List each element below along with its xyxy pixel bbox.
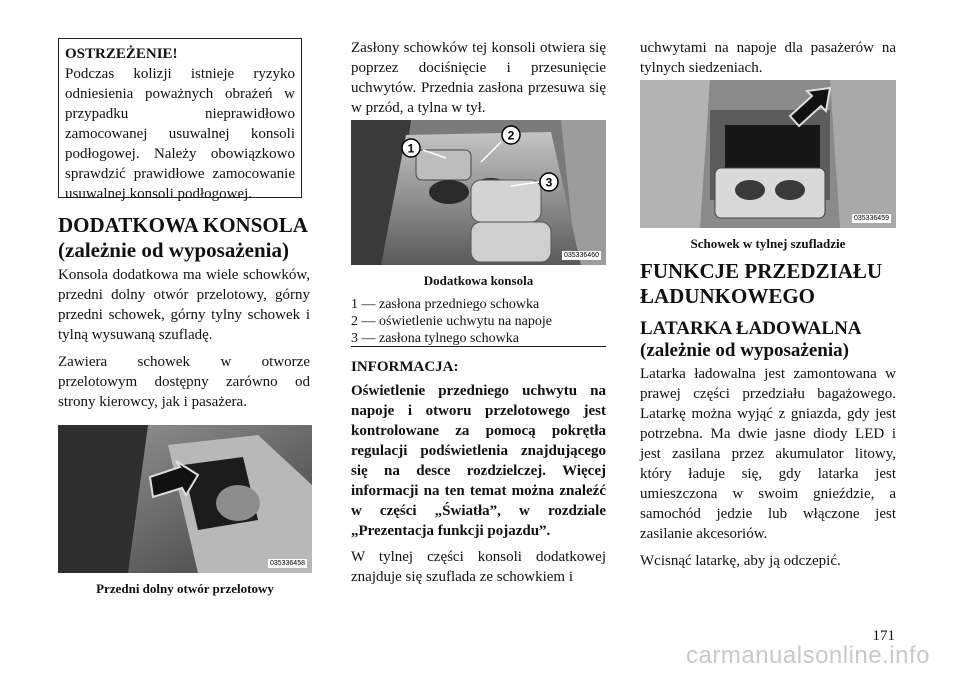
image-code: 035336460 — [563, 252, 599, 259]
svg-text:3: 3 — [545, 175, 553, 190]
paragraph: Zasłony schowków tej konsoli otwiera się poprzez dociśnięcie i przesunięcie uchwytów. Przednia zasłona przesuwa się w przód, a tylna w tył. — [351, 40, 606, 116]
paragraph: Latarka ładowalna jest zamontowana w prawej części przedziału bagażowego. Latarkę można wyjąć z gniazda, gdy jest potrzebna. Ma dwie jasne diody LED i jest zasilana przez akumulator litowy, który ładuje się, gdy latarka jest umieszczona w swoim gnieździe, a samochód jedzie lub włączone jest zasilanie akcesoriów. — [640, 366, 896, 542]
warning-title: OSTRZEŻENIE! — [65, 46, 178, 62]
column-2-intro — [351, 38, 606, 118]
callout-1 — [402, 139, 420, 157]
watermark: carmanualsonline.info — [686, 642, 930, 669]
legend-item: 2 — oświetlenie uchwytu na napoje — [351, 314, 553, 329]
paragraph: Zawiera schowek w otworze przelotowym dostępny zarówno od strony kierowcy, jak i pasażera. — [58, 354, 310, 410]
paragraph: uchwytami na napoje dla pasażerów na tylnych siedzeniach. — [640, 40, 896, 76]
subsection-heading: LATARKA ŁADOWALNA — [640, 318, 862, 339]
subsection-subheading: (zależnie od wyposażenia) — [640, 340, 849, 361]
callout-2 — [502, 126, 520, 144]
figure-caption: Dodatkowa konsola — [423, 273, 534, 288]
section-heading: DODATKOWA KONSOLA — [58, 213, 308, 237]
warning-box — [58, 38, 302, 202]
column-3-intro — [640, 38, 896, 78]
drawer-photo-illustration — [640, 80, 896, 228]
legend-item: 1 — zasłona przedniego schowka — [351, 297, 540, 312]
svg-text:2: 2 — [507, 128, 515, 143]
legend-item: 3 — zasłona tylnego schowka — [351, 331, 519, 346]
section-subheading: (zależnie od wyposażenia) — [58, 238, 289, 262]
photo-rear-drawer — [640, 80, 896, 228]
section-dodatkowa-konsola — [58, 213, 310, 412]
info-text: Oświetlenie przedniego uchwytu na napoje i otworu przelotowego jest kontrolowane za pomocą pokrętła regulacji podświetlenia znajdującego się na desce rozdzielczej. Więcej informacji na ten temat można znaleźć w części „Światła”, w rozdziale „Prezentacja funkcji pojazdu”. — [351, 383, 606, 539]
section-heading: FUNKCJE PRZEDZIAŁU ŁADUNKOWEGO — [640, 259, 883, 308]
info-note — [351, 357, 606, 587]
photo-console — [351, 120, 606, 265]
image-code: 035336458 — [269, 560, 305, 567]
divider — [351, 346, 606, 347]
paragraph: Konsola dodatkowa ma wiele schowków, przedni dolny otwór przelotowy, górny przedni schowek, górny tylny schowek i tylną wysuwaną szufladę. — [58, 267, 310, 343]
figure-caption: Schowek w tylnej szufladzie — [690, 236, 846, 251]
section-cargo — [640, 259, 896, 571]
console-photo-illustration — [351, 120, 606, 265]
callout-3 — [540, 173, 558, 191]
photo-front-pass-through — [58, 425, 312, 573]
figure-caption: Przedni dolny otwór przelotowy — [96, 581, 274, 596]
svg-text:1: 1 — [407, 141, 415, 156]
warning-text: Podczas kolizji istnieje ryzyko odniesienia poważnych obrażeń w przypadku nieprawidłowo zamocowanej usuwalnej konsoli podłogowej. Należy obowiązkowo sprawdzić prawidłowe zamocowanie usuwalnej konsoli podłogowej. — [65, 66, 295, 202]
info-title: INFORMACJA: — [351, 359, 459, 375]
paragraph: Wcisnąć latarkę, aby ją odczepić. — [640, 553, 841, 569]
console-photo-illustration — [58, 425, 312, 573]
page-number: 171 — [872, 628, 895, 644]
paragraph: W tylnej części konsoli dodatkowej znajduje się szuflada ze schowkiem i — [351, 549, 606, 585]
figure-legend — [351, 296, 606, 347]
image-code: 035336459 — [853, 215, 889, 222]
